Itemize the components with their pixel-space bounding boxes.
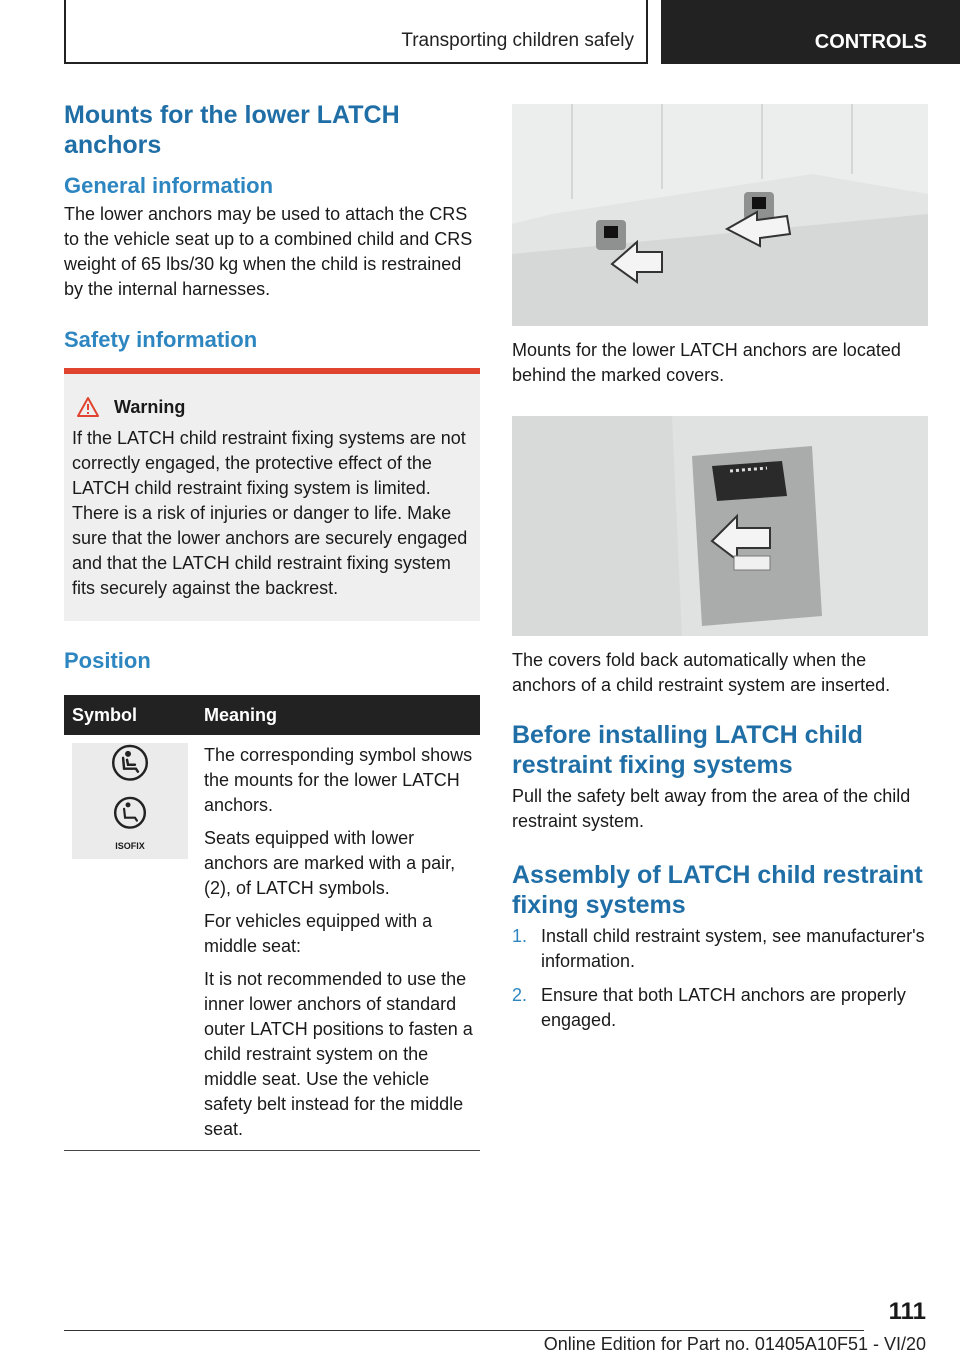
general-information-text: The lower anchors may be used to attach the CRS to the vehicle seat up to a combined child and CRS weight of 65 lbs/30 kg when the child is restrained by the internal harnesses. [64, 204, 473, 299]
latch-symbols [72, 743, 188, 859]
heading-before-installing: Before installing LATCH child restraint fixing systems [512, 721, 863, 779]
heading-assembly: Assembly of LATCH child restraint fixing systems [512, 861, 923, 919]
meaning-paragraph: It is not recommended to use the inner lower anchors of standard outer LATCH positions to fasten a child restraint system on the middle seat. Use the vehicle safety belt instead for the middle seat. [204, 969, 473, 1139]
child-seat-icon [110, 743, 150, 783]
meaning-paragraph: Seats equipped with lower anchors are marked with a pair, (2), of LATCH symbols. [204, 828, 456, 898]
page-number: 111 [888, 1298, 926, 1325]
edition-text: Online Edition for Part no. 01405A10F51 - VI/20 [543, 1334, 926, 1354]
left-column [64, 100, 480, 1151]
heading-general-information: General information [64, 173, 274, 198]
warning-triangle-icon [76, 396, 100, 418]
anchor-cover-illustration [512, 416, 928, 636]
meaning-cell [196, 735, 480, 1151]
col-header-meaning: Meaning [196, 695, 480, 735]
heading-position: Position [64, 648, 151, 673]
warning-text: If the LATCH child restraint fixing systems are not correctly engaged, the protective effect of the LATCH child restraint fixing system is limited. There is a risk of injuries or danger to life. Make sure that the lower anchors are securely engaged and that the LATCH child restraint fixing system fits securely against the backrest. [72, 428, 468, 598]
assembly-steps [512, 924, 928, 1033]
col-header-symbol: Symbol [64, 695, 196, 735]
rear-seat-image [512, 104, 928, 326]
warning-title: Warning [114, 396, 186, 417]
rear-seat-illustration [512, 104, 928, 326]
meaning-paragraph: The corresponding symbol shows the mounts for the lower LATCH anchors. [204, 745, 473, 815]
footer-divider [64, 1330, 864, 1331]
caption-covers-fold: The covers fold back automatically when the anchors of a child restraint system are inserted. [512, 650, 891, 695]
symbol-cell [64, 735, 196, 1151]
step-text: Ensure that both LATCH anchors are properly engaged. [541, 985, 906, 1030]
heading-safety-information: Safety information [64, 327, 258, 352]
caption-mounts-location: Mounts for the lower LATCH anchors are located behind the marked covers. [512, 340, 901, 385]
right-column [512, 104, 928, 1042]
heading-mounts: Mounts for the lower LATCH anchors [64, 101, 400, 159]
before-installing-text: Pull the safety belt away from the area of the child restraint system. [512, 786, 911, 831]
step-text: Install child restraint system, see manufacturer's information. [541, 926, 925, 971]
table-row [64, 735, 480, 1151]
section-title: Transporting children safely [401, 30, 634, 51]
list-item [512, 924, 928, 974]
meaning-paragraph: For vehicles equipped with a middle seat: [204, 911, 433, 956]
isofix-seat-icon [110, 793, 150, 833]
chapter-tab[interactable]: CONTROLS [661, 0, 960, 64]
list-item [512, 983, 928, 1033]
step-number: 1. [512, 926, 528, 946]
symbol-table [64, 695, 480, 1151]
isofix-label: ISOFIX [115, 841, 145, 851]
step-number: 2. [512, 985, 528, 1005]
anchor-cover-image [512, 416, 928, 636]
warning-box [64, 368, 480, 621]
warning-header [72, 396, 472, 418]
